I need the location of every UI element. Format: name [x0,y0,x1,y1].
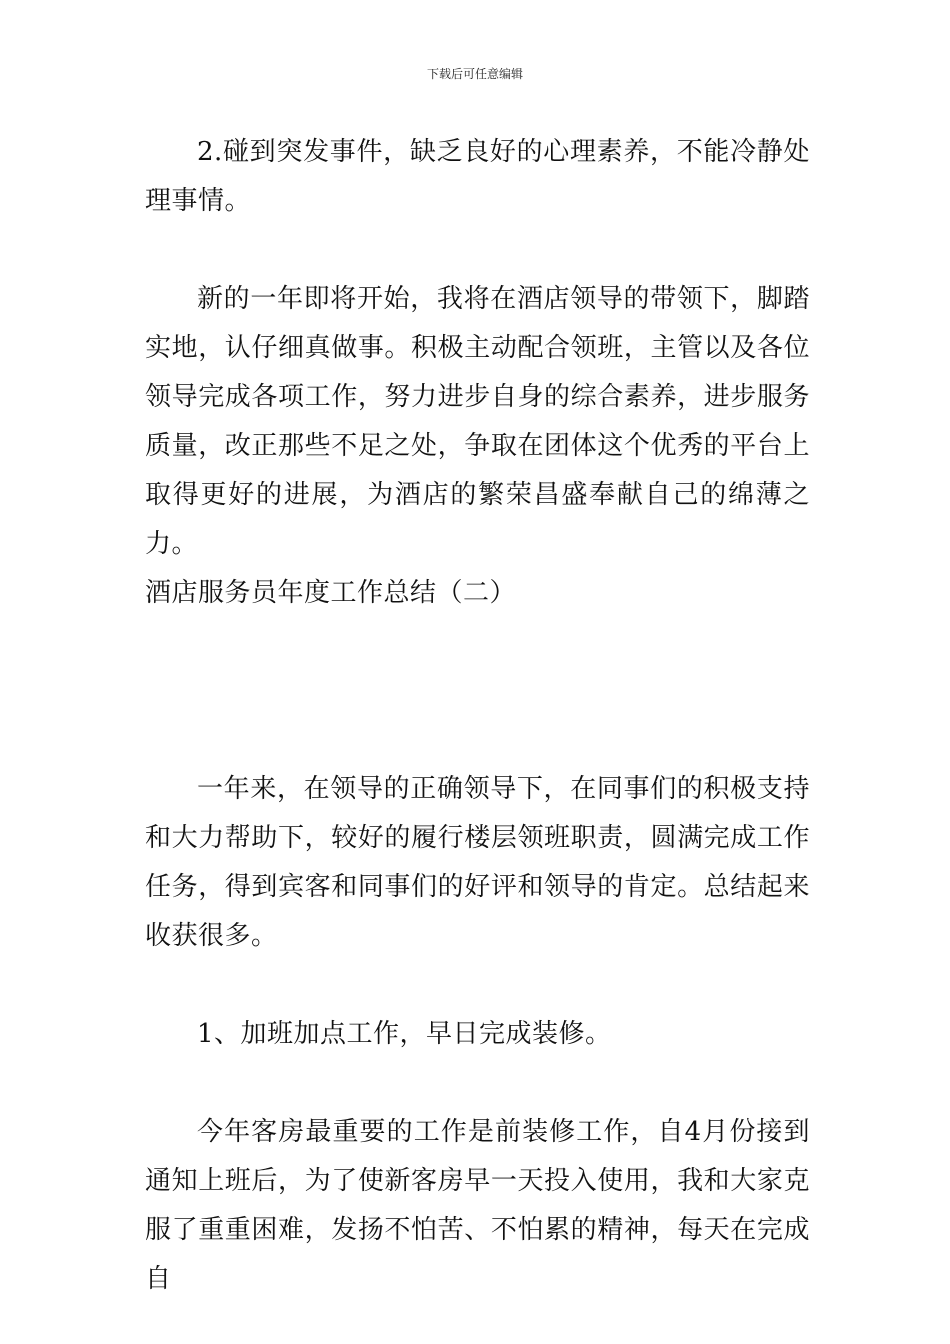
document-body [145,128,810,1304]
paragraph-year-summary: 一年来，在领导的正确领导下，在同事们的积极支持和大力帮助下，较好的履行楼层领班职责，圆满完成工作任务，得到宾客和同事们的好评和领导的肯定。总结起来收获很多。 [145,774,810,951]
paragraph-renovation: 今年客房最重要的工作是前装修工作，自4月份接到通知上班后，为了使新客房早一天投入使用，我和大家克服了重重困难，发扬不怕苦、不怕累的精神，每天在完成自 [145,1117,810,1294]
paragraph-item-1: 1、加班加点工作，早日完成装修。 [197,1019,612,1049]
paragraph-shortcomings-2: 2.碰到突发事件，缺乏良好的心理素养，不能冷静处理事情。 [145,137,810,216]
section-title: 酒店服务员年度工作总结（二） [145,578,517,608]
page-header: 下载后可任意编辑 [426,67,523,81]
paragraph-new-year-plan: 新的一年即将开始，我将在酒店领导的带领下，脚踏实地，认仔细真做事。积极主动配合领班，主管以及各位领导完成各项工作，努力进步自身的综合素养，进步服务质量，改正那些不足之处，争取在团体这个优秀的平台上取得更好的进展，为酒店的繁荣昌盛奉献自己的绵薄之力。 [145,284,810,559]
